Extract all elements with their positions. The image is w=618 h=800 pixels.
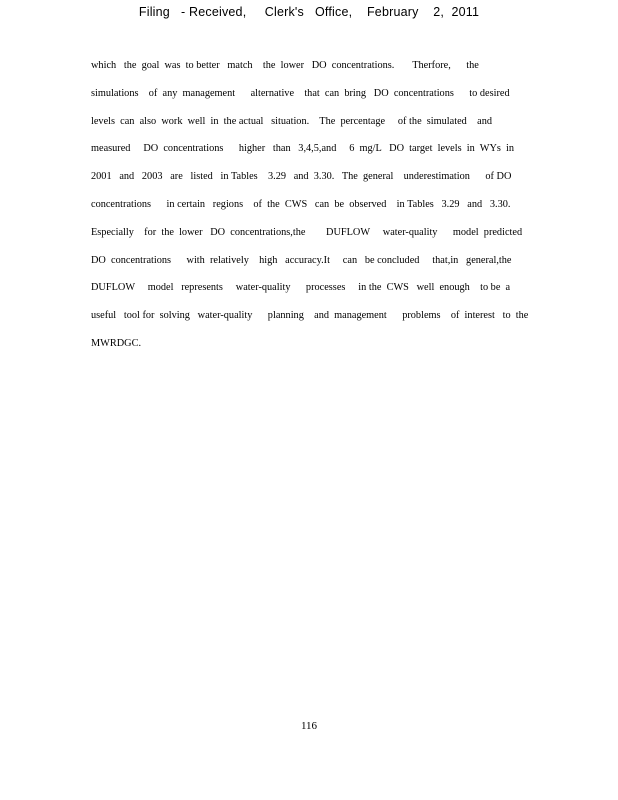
text-line: which the goal was to better match the lower DO concentrations. Therfore, the (91, 60, 479, 71)
text-line: measured DO concentrations higher than 3,4,5,and 6 mg/L DO target levels in WYs in (91, 143, 515, 155)
filing-header: Filing - Received, Clerk's Office, February 2, 2011 (138, 5, 480, 19)
text-line: DO concentrations with relatively high accuracy.It can be concluded that,in general,the (91, 254, 512, 266)
text-line: 2001 and 2003 are listed in Tables 3.29 and 3.30. The general underestimation of DO (91, 171, 512, 183)
text-line: simulations of any management alternative that can bring DO concentrations to desired (91, 87, 510, 99)
text-line: Especially for the lower DO concentrations,the DUFLOW water-quality model predicted (91, 226, 523, 238)
text-line: levels can also work well in the actual situation. The percentage of the simulated and (91, 115, 492, 127)
text-line: concentrations in certain regions of the CWS can be observed in Tables 3.29 and 3.30. (91, 198, 511, 210)
text-line: MWRDGC. (91, 337, 142, 349)
body-paragraph (91, 56, 531, 362)
text-line: useful tool for solving water-quality planning and management problems of interest to the (91, 310, 529, 322)
text-line: DUFLOW model represents water-quality processes in the CWS well enough to be a (91, 282, 511, 294)
page-number: 116 (300, 720, 318, 732)
